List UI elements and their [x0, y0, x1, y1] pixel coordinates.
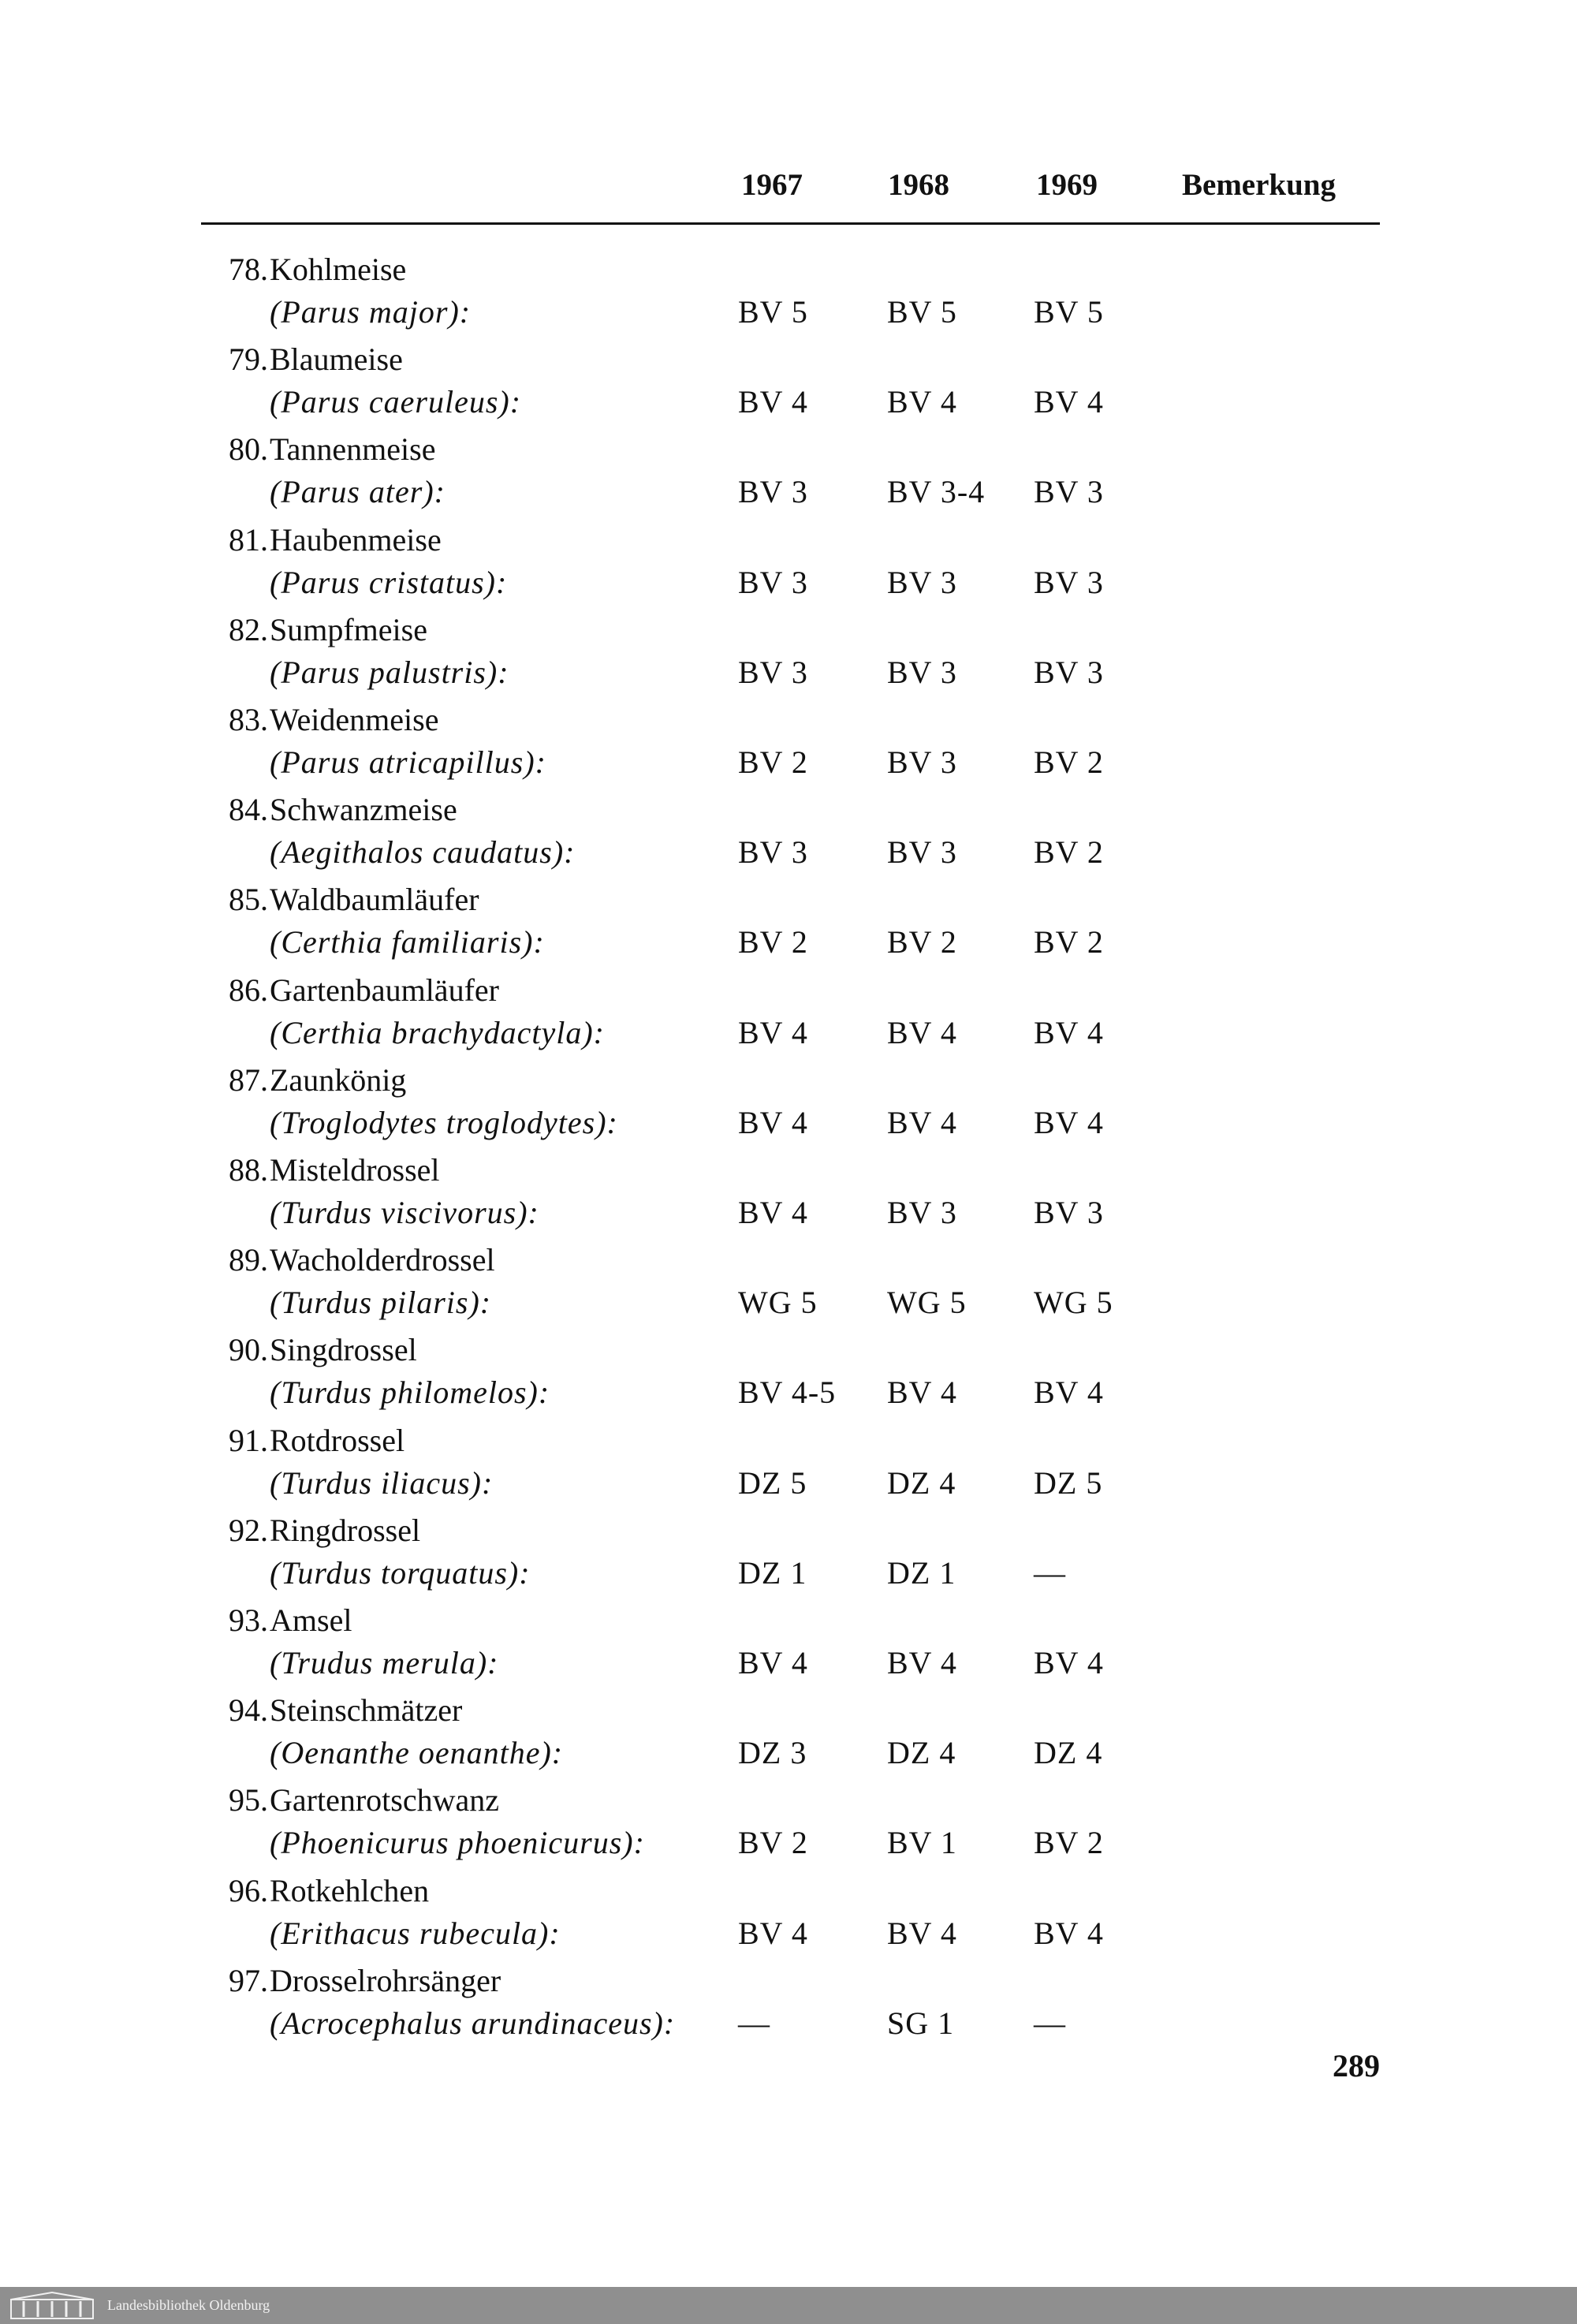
- value-1967: WG 5: [738, 1285, 818, 1320]
- footer-bar: [0, 2287, 1577, 2324]
- value-1967: BV 4: [738, 1195, 808, 1230]
- species-latin-name: (Turdus pilaris):: [270, 1285, 492, 1320]
- value-1968: BV 4: [887, 384, 957, 420]
- table-row: [0, 1422, 1577, 1512]
- species-common-name: Ringdrossel: [270, 1513, 421, 1548]
- species-common-name: Tannenmeise: [270, 431, 436, 467]
- species-common-name: Blaumeise: [270, 341, 403, 377]
- value-1968: BV 2: [887, 924, 957, 960]
- species-number: 90.: [229, 1332, 268, 1367]
- species-common-name: Gartenbaumläufer: [270, 972, 499, 1008]
- species-number: 95.: [229, 1782, 268, 1818]
- species-number: 94.: [229, 1692, 268, 1728]
- species-number: 89.: [229, 1242, 268, 1278]
- value-1967: BV 4: [738, 1645, 808, 1681]
- value-1969: BV 3: [1034, 474, 1104, 509]
- species-latin-name: (Oenanthe oenanthe):: [270, 1735, 564, 1770]
- species-number: 79.: [229, 341, 268, 377]
- species-latin-name: (Phoenicurus phoenicurus):: [270, 1825, 645, 1860]
- table-row: [0, 1962, 1577, 2052]
- value-1967: BV 2: [738, 924, 808, 960]
- value-1969: —: [1034, 1555, 1066, 1591]
- header-remark: Bemerkung: [1182, 168, 1336, 202]
- value-1967: DZ 5: [738, 1465, 807, 1501]
- value-1967: BV 4: [738, 1916, 808, 1951]
- species-common-name: Schwanzmeise: [270, 792, 457, 827]
- value-1967: BV 4-5: [738, 1375, 837, 1410]
- value-1967: DZ 3: [738, 1735, 807, 1770]
- table-row: [0, 701, 1577, 791]
- species-common-name: Gartenrotschwanz: [270, 1782, 499, 1818]
- species-common-name: Wacholderdrossel: [270, 1242, 495, 1278]
- value-1967: BV 4: [738, 1015, 808, 1050]
- species-latin-name: (Certhia familiaris):: [270, 924, 545, 960]
- value-1968: BV 3: [887, 834, 957, 870]
- species-latin-name: (Parus ater):: [270, 474, 446, 509]
- species-latin-name: (Turdus iliacus):: [270, 1465, 494, 1501]
- value-1967: BV 3: [738, 655, 808, 690]
- value-1969: BV 2: [1034, 834, 1104, 870]
- value-1968: BV 3: [887, 565, 957, 600]
- table-row: [0, 791, 1577, 881]
- species-number: 84.: [229, 792, 268, 827]
- species-number: 87.: [229, 1062, 268, 1098]
- species-common-name: Haubenmeise: [270, 522, 442, 558]
- table-row: [0, 1872, 1577, 1962]
- value-1967: BV 3: [738, 834, 808, 870]
- species-number: 97.: [229, 1963, 268, 1998]
- species-latin-name: (Certhia brachydactyla):: [270, 1015, 605, 1050]
- value-1969: BV 4: [1034, 1105, 1104, 1140]
- header-1967: 1967: [741, 168, 803, 202]
- table-row: [0, 521, 1577, 611]
- value-1968: BV 1: [887, 1825, 957, 1860]
- value-1968: BV 3-4: [887, 474, 986, 509]
- species-number: 93.: [229, 1602, 268, 1638]
- species-common-name: Amsel: [270, 1602, 352, 1638]
- species-number: 80.: [229, 431, 268, 467]
- species-common-name: Waldbaumläufer: [270, 882, 479, 917]
- footer-library-name: Landesbibliothek Oldenburg: [107, 2297, 270, 2313]
- value-1969: BV 2: [1034, 744, 1104, 780]
- value-1969: BV 4: [1034, 1916, 1104, 1951]
- species-number: 78.: [229, 252, 268, 287]
- species-latin-name: (Turdus philomelos):: [270, 1375, 550, 1410]
- value-1968: DZ 4: [887, 1465, 956, 1501]
- value-1969: BV 4: [1034, 384, 1104, 420]
- value-1967: DZ 1: [738, 1555, 807, 1591]
- header-1969: 1969: [1036, 168, 1098, 202]
- value-1969: WG 5: [1034, 1285, 1113, 1320]
- species-number: 86.: [229, 972, 268, 1008]
- species-common-name: Sumpfmeise: [270, 612, 427, 647]
- value-1968: DZ 4: [887, 1735, 956, 1770]
- species-latin-name: (Turdus torquatus):: [270, 1555, 531, 1591]
- species-latin-name: (Parus major):: [270, 294, 472, 330]
- species-latin-name: (Erithacus rubecula):: [270, 1916, 561, 1951]
- value-1967: BV 4: [738, 384, 808, 420]
- table-row: [0, 972, 1577, 1061]
- species-latin-name: (Parus cristatus):: [270, 565, 508, 600]
- table-row: [0, 1151, 1577, 1241]
- value-1968: BV 4: [887, 1015, 957, 1050]
- value-1969: BV 3: [1034, 1195, 1104, 1230]
- value-1969: BV 2: [1034, 924, 1104, 960]
- value-1968: BV 3: [887, 744, 957, 780]
- species-number: 96.: [229, 1873, 268, 1908]
- value-1967: BV 2: [738, 744, 808, 780]
- table-row: [0, 341, 1577, 431]
- value-1969: BV 5: [1034, 294, 1104, 330]
- page-number: 289: [1333, 2048, 1380, 2083]
- species-number: 82.: [229, 612, 268, 647]
- species-common-name: Zaunkönig: [270, 1062, 407, 1098]
- library-building-icon: [9, 2292, 95, 2320]
- value-1967: BV 3: [738, 565, 808, 600]
- value-1967: BV 4: [738, 1105, 808, 1140]
- species-number: 88.: [229, 1152, 268, 1188]
- value-1968: SG 1: [887, 2005, 955, 2041]
- species-common-name: Weidenmeise: [270, 702, 439, 737]
- species-common-name: Misteldrossel: [270, 1152, 440, 1188]
- value-1969: BV 4: [1034, 1645, 1104, 1681]
- value-1967: BV 2: [738, 1825, 808, 1860]
- table-row: [0, 1061, 1577, 1151]
- table-row: [0, 611, 1577, 701]
- value-1969: —: [1034, 2005, 1066, 2041]
- value-1969: BV 3: [1034, 655, 1104, 690]
- species-latin-name: (Turdus viscivorus):: [270, 1195, 539, 1230]
- value-1968: BV 3: [887, 655, 957, 690]
- value-1968: BV 4: [887, 1375, 957, 1410]
- species-latin-name: (Parus palustris):: [270, 655, 509, 690]
- value-1969: BV 2: [1034, 1825, 1104, 1860]
- value-1967: —: [738, 2005, 770, 2041]
- value-1969: DZ 4: [1034, 1735, 1103, 1770]
- species-latin-name: (Acrocephalus arundinaceus):: [270, 2005, 676, 2041]
- value-1969: BV 4: [1034, 1375, 1104, 1410]
- table-row: [0, 1781, 1577, 1871]
- table-row: [0, 1692, 1577, 1781]
- species-common-name: Steinschmätzer: [270, 1692, 463, 1728]
- value-1969: DZ 5: [1034, 1465, 1103, 1501]
- table-row: [0, 1331, 1577, 1421]
- value-1968: BV 4: [887, 1105, 957, 1140]
- value-1968: BV 5: [887, 294, 957, 330]
- species-number: 85.: [229, 882, 268, 917]
- table-row: [0, 431, 1577, 520]
- species-number: 83.: [229, 702, 268, 737]
- species-common-name: Rotkehlchen: [270, 1873, 430, 1908]
- species-latin-name: (Parus caeruleus):: [270, 384, 522, 420]
- table-row: [0, 1241, 1577, 1331]
- species-number: 91.: [229, 1423, 268, 1458]
- value-1968: DZ 1: [887, 1555, 956, 1591]
- table-row: [0, 251, 1577, 341]
- header-1968: 1968: [888, 168, 949, 202]
- species-latin-name: (Aegithalos caudatus):: [270, 834, 576, 870]
- value-1968: BV 4: [887, 1645, 957, 1681]
- species-common-name: Drosselrohrsänger: [270, 1963, 501, 1998]
- value-1967: BV 5: [738, 294, 808, 330]
- table-row: [0, 1602, 1577, 1692]
- value-1968: BV 4: [887, 1916, 957, 1951]
- value-1968: BV 3: [887, 1195, 957, 1230]
- table-row: [0, 881, 1577, 971]
- value-1968: WG 5: [887, 1285, 967, 1320]
- value-1969: BV 4: [1034, 1015, 1104, 1050]
- species-latin-name: (Trudus merula):: [270, 1645, 499, 1681]
- species-common-name: Singdrossel: [270, 1332, 417, 1367]
- species-number: 92.: [229, 1513, 268, 1548]
- species-latin-name: (Parus atricapillus):: [270, 744, 546, 780]
- value-1967: BV 3: [738, 474, 808, 509]
- table-row: [0, 1512, 1577, 1602]
- species-common-name: Kohlmeise: [270, 252, 407, 287]
- value-1969: BV 3: [1034, 565, 1104, 600]
- species-latin-name: (Troglodytes troglodytes):: [270, 1105, 618, 1140]
- header-rule: [201, 222, 1380, 225]
- species-number: 81.: [229, 522, 268, 558]
- species-common-name: Rotdrossel: [270, 1423, 405, 1458]
